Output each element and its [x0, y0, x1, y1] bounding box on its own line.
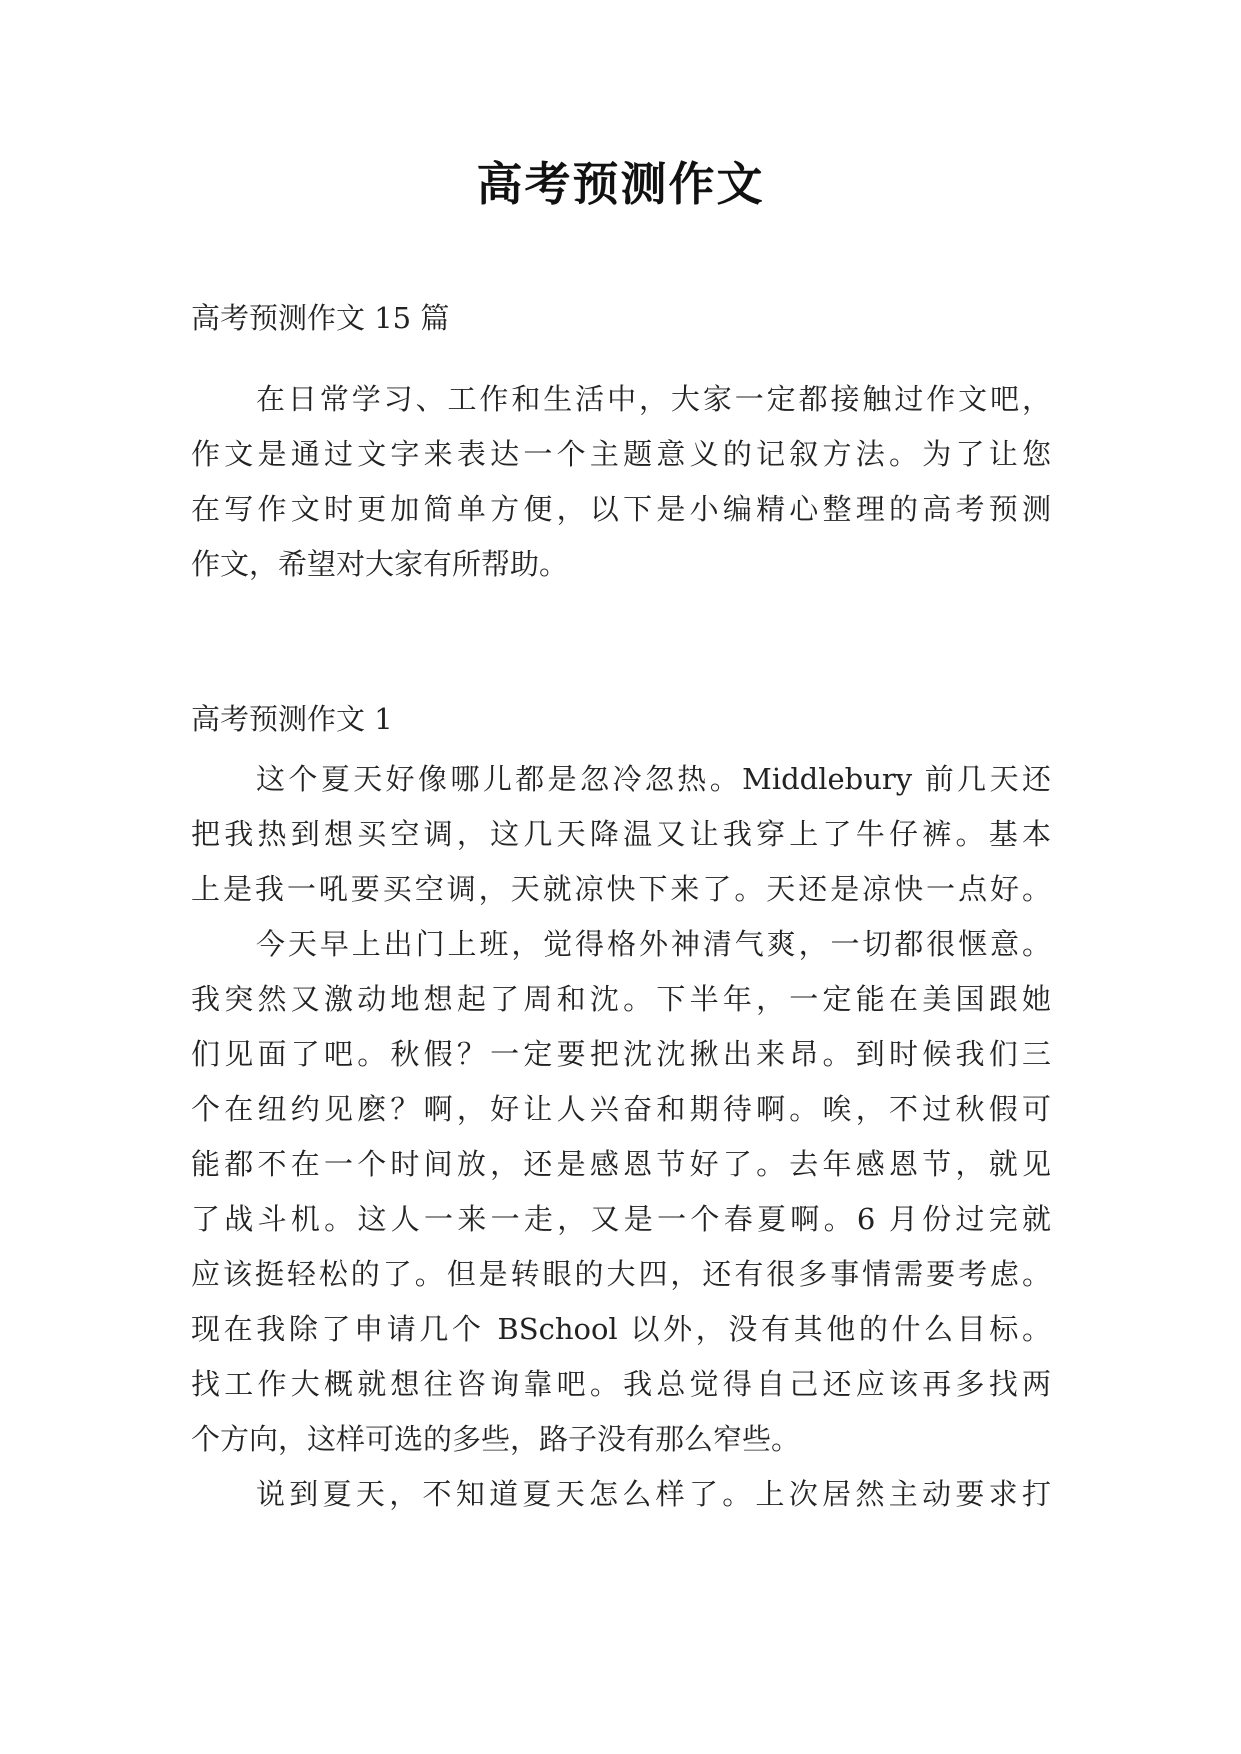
section-1-line-6: 们见面了吧。秋假？一定要把沈沈揪出来昂。到时候我们三: [191, 1037, 1051, 1071]
section-1-line-8: 能都不在一个时间放，还是感恩节好了。去年感恩节，就见: [191, 1147, 1051, 1181]
intro-line-3: 在写作文时更加简单方便，以下是小编精心整理的高考预测: [191, 492, 1051, 526]
section-1-line-12: 找工作大概就想往咨询靠吧。我总觉得自己还应该再多找两: [191, 1367, 1051, 1401]
intro-line-2: 作文是通过文字来表达一个主题意义的记叙方法。为了让您: [191, 437, 1051, 471]
section-1-line-9: 了战斗机。这人一来一走，又是一个春夏啊。6 月份过完就: [191, 1202, 1051, 1236]
section-1-line-2: 把我热到想买空调，这几天降温又让我穿上了牛仔裤。基本: [191, 817, 1051, 851]
section-1-line-5: 我突然又激动地想起了周和沈。下半年，一定能在美国跟她: [191, 982, 1051, 1016]
intro-line-4: 作文，希望对大家有所帮助。: [191, 547, 569, 581]
section-1-heading: 高考预测作文 1: [191, 702, 393, 736]
section-1-line-13: 个方向，这样可选的多些，路子没有那么窄些。: [191, 1422, 801, 1456]
document-subtitle: 高考预测作文 15 篇: [191, 301, 450, 335]
section-1-line-10: 应该挺轻松的了。但是转眼的大四，还有很多事情需要考虑。: [191, 1257, 1051, 1291]
section-1-line-14: 说到夏天，不知道夏天怎么样了。上次居然主动要求打: [256, 1477, 1051, 1511]
section-1-line-7: 个在纽约见麽？啊，好让人兴奋和期待啊。唉，不过秋假可: [191, 1092, 1051, 1126]
section-1-line-1: 这个夏天好像哪儿都是忽冷忽热。Middlebury 前几天还: [256, 762, 1051, 796]
intro-line-1: 在日常学习、工作和生活中，大家一定都接触过作文吧，: [256, 382, 1051, 416]
section-1-line-3: 上是我一吼要买空调，天就凉快下来了。天还是凉快一点好。: [191, 872, 1051, 906]
section-1-line-4: 今天早上出门上班，觉得格外神清气爽，一切都很惬意。: [256, 927, 1051, 961]
section-1-line-11: 现在我除了申请几个 BSchool 以外，没有其他的什么目标。: [191, 1312, 1051, 1346]
document-title: 高考预测作文: [476, 157, 765, 211]
